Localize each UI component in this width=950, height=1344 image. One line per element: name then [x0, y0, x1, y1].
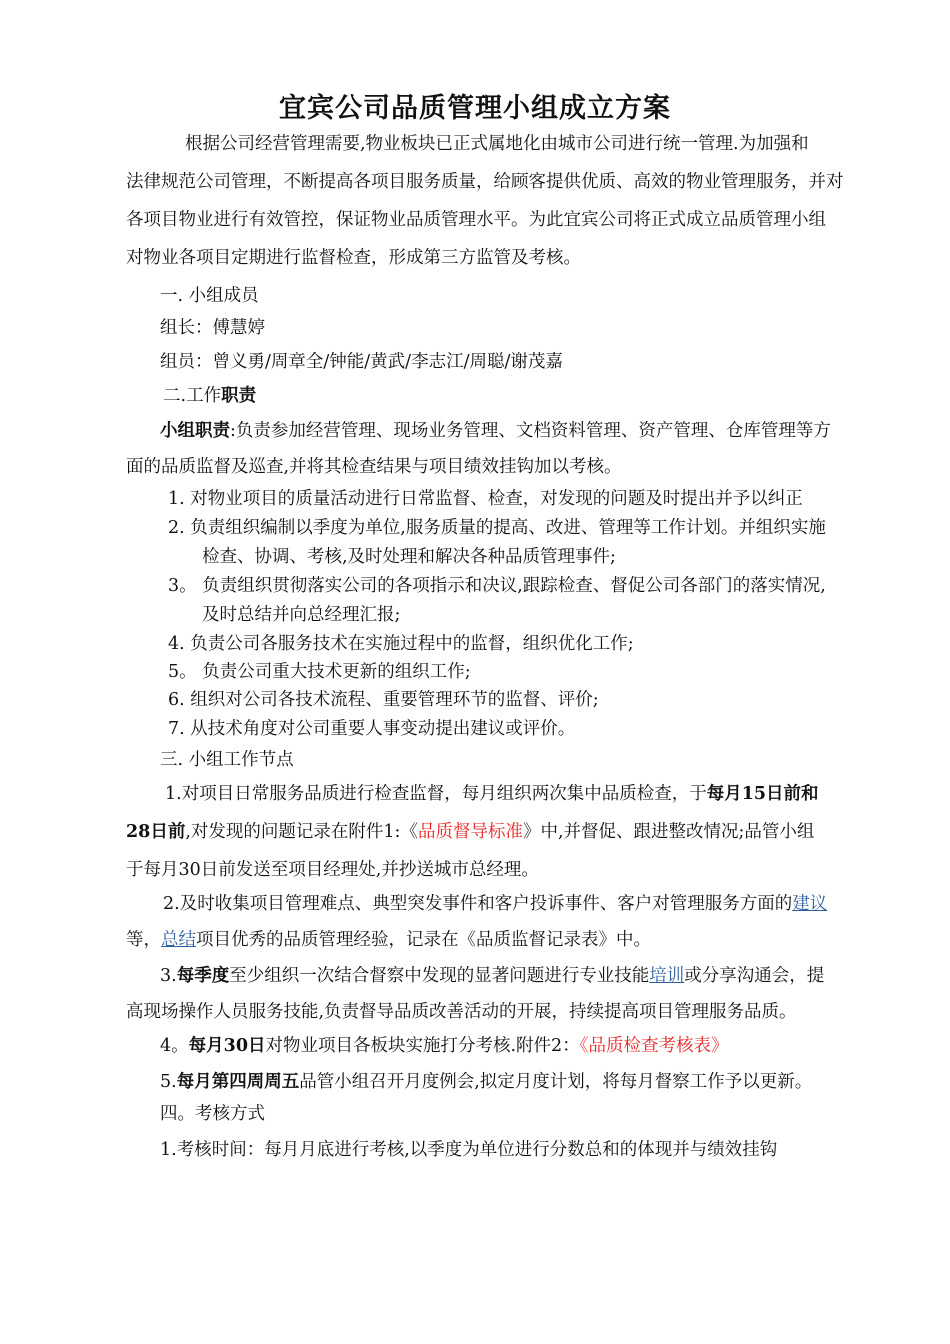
node-2-line-1	[163, 892, 827, 916]
node-1-text-c: 》中,并督促、跟进整改情况;品管小组	[522, 822, 815, 842]
duty-item-3-cont: 及时总结并向总经理汇报;	[202, 605, 401, 625]
intro-line-2: 法律规范公司管理，不断提高各项目服务质量，给顾客提供优质、高效的物业管理服务，并对	[126, 172, 844, 192]
node-2-text-a: 2.及时收集项目管理难点、典型突发事件和客户投诉事件、客户对管理服务方面的	[163, 894, 793, 914]
node-3-text-c: 或分享沟通会，提	[684, 966, 825, 986]
node-3-bold: 每季度	[176, 966, 230, 986]
duty-item-5: 5。 负责公司重大技术更新的组织工作;	[168, 662, 471, 682]
node-4-text-b: 对物业项目各板块实施打分考核.附件2：	[265, 1036, 580, 1056]
duty-item-6: 6. 组织对公司各技术流程、重要管理环节的监督、评价;	[168, 690, 599, 710]
node-1-text-a: 1.对项目日常服务品质进行检查监督，每月组织两次集中品质检查，于	[165, 784, 707, 804]
node-4-line	[160, 1034, 728, 1058]
node-1-bold: 每月15日前和	[706, 784, 819, 804]
link-suggestion[interactable]: 建议	[792, 894, 828, 914]
group-members: 组员：曾义勇/周章全/钟能/黄武/李志江/周聪/谢茂嘉	[160, 352, 563, 372]
node-3-line-1	[160, 964, 824, 988]
intro-line-4: 对物业各项目定期进行监督检查，形成第三方监管及考核。	[126, 248, 581, 268]
duty-item-4: 4. 负责公司各服务技术在实施过程中的监督，组织优化工作;	[168, 634, 634, 654]
node-4-red: 《品质检查考核表》	[579, 1036, 729, 1056]
duty-item-2: 2. 负责组织编制以季度为单位,服务质量的提高、改进、管理等工作计划。并组织实施	[168, 518, 826, 538]
duty-item-2-cont: 检查、协调、考核,及时处理和解决各种品质管理事件;	[202, 547, 616, 567]
duty-label: 小组职责	[160, 421, 230, 441]
duty-item-1: 1. 对物业项目的质量活动进行日常监督、检查，对发现的问题及时提出并予以纠正	[168, 489, 803, 509]
node-1-bold-2: 28日前	[126, 822, 186, 842]
intro-line-3: 各项目物业进行有效管控，保证物业品质管理水平。为此宜宾公司将正式成立品质管理小组	[126, 210, 826, 230]
node-2-text-c: 项目优秀的品质管理经验，记录在《品质监督记录表》中。	[196, 930, 651, 950]
node-4-bold: 每月30日	[188, 1036, 266, 1056]
document-title: 宜宾公司品质管理小组成立方案	[279, 93, 671, 124]
node-2-text-b: 等，	[126, 930, 161, 950]
node-5-line	[160, 1070, 812, 1094]
link-summary[interactable]: 总结	[161, 930, 196, 950]
section-2-heading-text: 二.工作	[163, 386, 222, 406]
node-1-line-3: 于每月30日前发送至项目经理处,并抄送城市总经理。	[126, 860, 539, 880]
node-2-line-2	[126, 928, 651, 952]
section-3-heading: 三. 小组工作节点	[160, 750, 294, 770]
section-1-heading: 一. 小组成员	[160, 286, 259, 306]
group-leader: 组长：傅慧婷	[160, 318, 265, 338]
duty-item-3: 3。 负责组织贯彻落实公司的各项指示和决议,跟踪检查、督促公司各部门的落实情况,	[168, 576, 826, 596]
duty-line-2: 面的品质监督及巡查,并将其检查结果与项目绩效挂钩加以考核。	[126, 457, 622, 477]
assessment-time: 1.考核时间：每月月底进行考核,以季度为单位进行分数总和的体现并与绩效挂钩	[160, 1140, 778, 1160]
intro-line-1: 根据公司经营管理需要,物业板块已正式属地化由城市公司进行统一管理.为加强和	[185, 134, 809, 154]
link-training[interactable]: 培训	[649, 966, 685, 986]
duty-item-7: 7. 从技术角度对公司重要人事变动提出建议或评价。	[168, 719, 576, 739]
node-3-text-b: 至少组织一次结合督察中发现的显著问题进行专业技能	[229, 966, 650, 986]
section-2-heading	[163, 384, 256, 408]
node-5-text-a: 5.	[160, 1072, 177, 1092]
node-1-red: 品质督导标准	[417, 822, 523, 842]
node-4-text-a: 4。	[160, 1036, 189, 1056]
node-5-bold: 每月第四周周五	[176, 1072, 300, 1092]
node-3-line-2: 高现场操作人员服务技能,负责督导品质改善活动的开展，持续提高项目管理服务品质。	[126, 1002, 797, 1022]
node-3-text-a: 3.	[160, 966, 177, 986]
node-5-text-b: 品管小组召开月度例会,拟定月度计划，将每月督察工作予以更新。	[299, 1072, 813, 1092]
node-1-text-b: ,对发现的问题记录在附件1:《	[185, 822, 418, 842]
duty-text: :负责参加经营管理、现场业务管理、文档资料管理、资产管理、仓库管理等方	[230, 421, 831, 441]
section-2-heading-bold: 职责	[221, 386, 257, 406]
node-1-line-1	[165, 782, 819, 806]
duty-line-1	[160, 419, 831, 443]
node-1-line-2	[126, 820, 814, 844]
section-4-heading: 四。考核方式	[160, 1104, 265, 1124]
